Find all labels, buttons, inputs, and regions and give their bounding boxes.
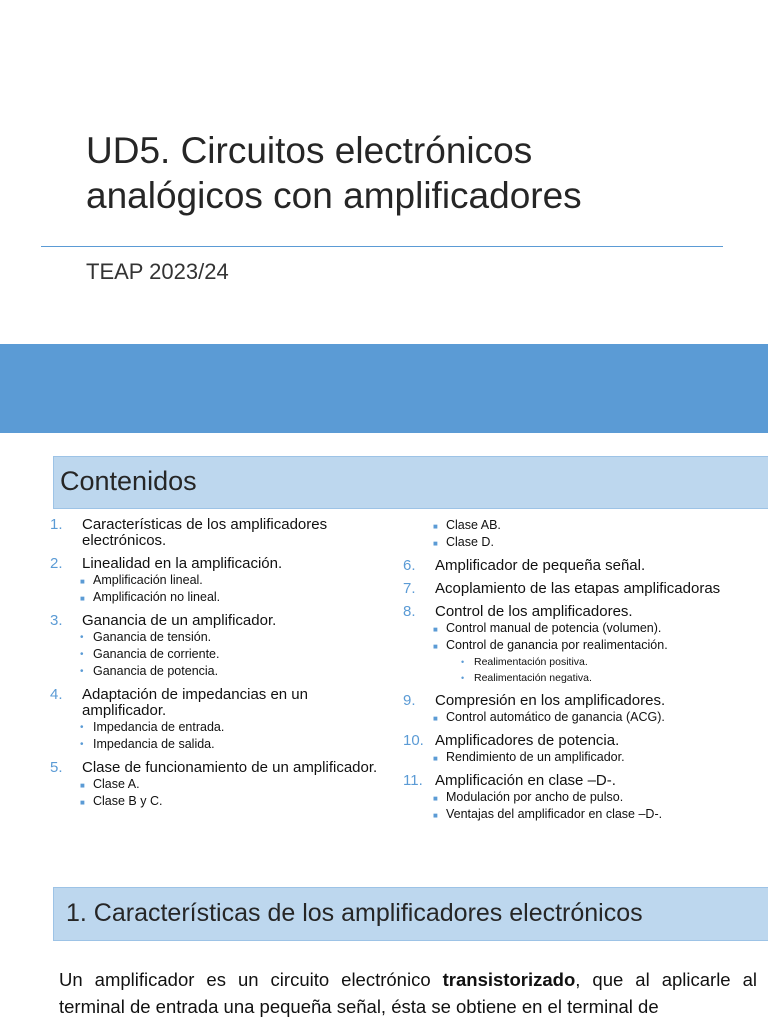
toc-subitem: • Ganancia de tensión. [80,630,212,644]
square-bullet-icon: ■ [433,625,438,634]
toc-item-3[interactable]: 3. Ganancia de un amplificador. [50,612,277,629]
toc-right-column [403,517,768,823]
section-1-paragraph: Un amplificador es un circuito electrónico transistorizado, que al aplicarle al terminal de entrada una pequeña señal, ésta se obtiene en el terminal de [59,969,757,1017]
toc-subitem: • Impedancia de entrada. [80,720,225,734]
toc-item-7[interactable]: 7. Acoplamiento de las etapas amplificadoras [403,580,721,597]
square-bullet-icon: ■ [433,754,438,763]
slide-title: UD5. Circuitos electrónicos analógicos con amplificadores [86,130,582,216]
square-bullet-icon: ■ [80,594,85,603]
toc-item-11[interactable]: 11. Amplificación en clase –D-. [403,772,616,789]
square-bullet-icon: ■ [433,811,438,820]
title-divider [41,246,723,247]
title-slide [0,0,768,344]
toc-item-10[interactable]: 10. Amplificadores de potencia. [403,732,620,749]
toc-subitem: ■ Amplificación no lineal. [50,589,380,606]
toc-subitem: ■ Amplificación lineal. [50,572,380,589]
square-bullet-icon: ■ [433,539,438,548]
toc-subitem: ■ Rendimiento de un amplificador. [403,749,768,766]
dot-bullet-icon: • [80,632,84,643]
toc-subitem: ■ Modulación por ancho de pulso. [403,789,768,806]
square-bullet-icon: ■ [433,714,438,723]
square-bullet-icon: ■ [433,794,438,803]
dot-bullet-icon: • [461,657,465,667]
toc-item-8[interactable]: 8. Control de los amplificadores. [403,603,633,620]
toc-subitem: • Ganancia de potencia. [80,664,219,678]
toc-subsubitem: • Realimentación positiva. [461,656,588,668]
toc-item-4[interactable]: 4. Adaptación de impedancias en un amplificador. [50,686,308,719]
section-1-heading: 1. Características de los amplificadores electrónicos [53,887,768,941]
toc-item-1[interactable]: 1. Características de los amplificadores electrónicos. [50,516,328,549]
contents-heading: Contenidos [53,456,768,509]
toc-subitem: ■ Clase D. [403,534,768,551]
square-bullet-icon: ■ [433,642,438,651]
toc-subitem: ■ Control manual de potencia (volumen). [403,620,768,637]
toc-item-5[interactable]: 5. Clase de funcionamiento de un amplificador. [50,759,378,776]
dot-bullet-icon: • [80,649,84,660]
square-bullet-icon: ■ [80,577,85,586]
toc-left-column [50,517,380,810]
toc-subitem: ■ Ventajas del amplificador en clase –D-. [403,806,768,823]
toc-item-2[interactable]: 2. Linealidad en la amplificación. [50,555,283,572]
toc-item-9[interactable]: 9. Compresión en los amplificadores. [403,692,666,709]
square-bullet-icon: ■ [80,781,85,790]
dot-bullet-icon: • [80,666,84,677]
slide-subtitle: TEAP 2023/24 [86,259,229,284]
blue-band [0,344,768,433]
square-bullet-icon: ■ [433,522,438,531]
toc-subitem: ■ Clase A. [50,776,380,793]
dot-bullet-icon: • [461,673,465,683]
toc-subsubitem: • Realimentación negativa. [461,672,592,684]
dot-bullet-icon: • [80,722,84,733]
dot-bullet-icon: • [80,739,84,750]
toc-subitem: ■ Control automático de ganancia (ACG). [403,709,768,726]
square-bullet-icon: ■ [80,798,85,807]
toc-subitem: • Ganancia de corriente. [80,647,220,661]
toc-subitem: • Impedancia de salida. [80,737,215,751]
toc-subitem: ■ Clase AB. [403,517,768,534]
toc-subitem: ■ Control de ganancia por realimentación. [403,637,768,654]
toc-item-6[interactable]: 6. Amplificador de pequeña señal. [403,557,646,574]
toc-subitem: ■ Clase B y C. [50,793,380,810]
